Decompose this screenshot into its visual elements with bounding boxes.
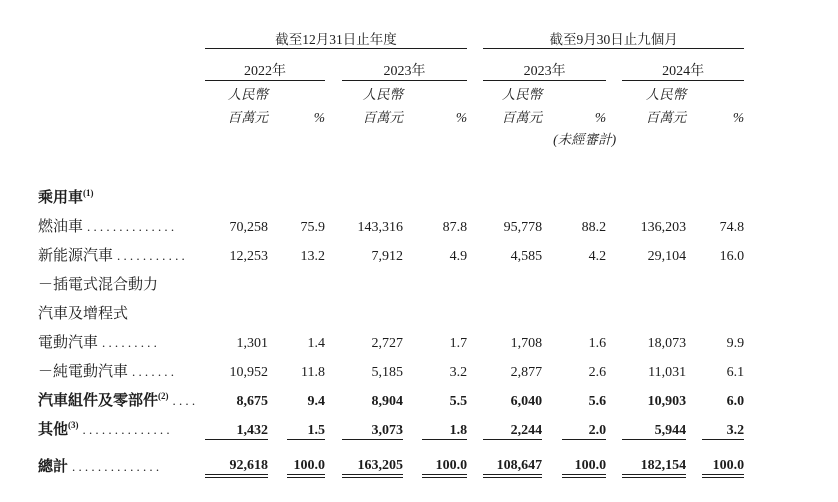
dot-leader: ........... <box>117 248 188 263</box>
amount-cell: 5,944 <box>622 410 686 439</box>
amount-cell: 1,301 <box>236 336 268 351</box>
percent-cell: 9.4 <box>307 394 325 409</box>
unit-million: 百萬元 <box>227 110 268 125</box>
row-label <box>38 207 205 236</box>
column-spacer <box>268 410 287 439</box>
column-spacer <box>542 236 562 265</box>
table-row <box>38 207 744 236</box>
header-body-gap <box>38 148 744 178</box>
column-spacer <box>542 381 562 410</box>
row-label-text: 乘用車 <box>38 190 84 206</box>
row-label <box>38 352 205 381</box>
table-row <box>38 410 744 439</box>
unit-million: 百萬元 <box>362 110 403 125</box>
column-spacer <box>325 207 342 236</box>
percent-cell: 9.9 <box>726 336 745 351</box>
table-header <box>38 18 744 178</box>
row-label-text: －插電式混合動力 <box>38 277 159 293</box>
column-spacer <box>686 207 702 236</box>
amount-cell <box>622 294 686 323</box>
percent-cell: 3.2 <box>702 410 744 439</box>
footnote-marker: (3) <box>68 420 79 430</box>
column-spacer <box>403 236 422 265</box>
column-spacer <box>325 381 342 410</box>
column-spacer <box>467 294 483 323</box>
column-spacer <box>686 439 702 476</box>
row-label-text: 新能源汽車 <box>38 248 114 264</box>
column-spacer <box>542 294 562 323</box>
row-label <box>38 323 205 352</box>
row-label-text: 汽車組件及零部件 <box>38 393 159 409</box>
table-row <box>38 294 744 323</box>
column-spacer <box>686 265 702 294</box>
unit-row-2 <box>38 103 744 126</box>
table-row <box>38 439 744 476</box>
dot-leader: ....... <box>132 364 178 379</box>
column-spacer <box>325 178 342 207</box>
percent-cell: 5.5 <box>449 394 468 409</box>
amount-cell: 3,073 <box>342 410 403 439</box>
column-spacer <box>268 381 287 410</box>
column-spacer <box>606 439 622 476</box>
column-spacer <box>325 410 342 439</box>
row-label-text: －純電動汽車 <box>38 364 129 380</box>
footnote-marker: (1) <box>83 188 94 198</box>
amount-cell: 143,316 <box>357 220 403 235</box>
column-spacer <box>467 323 483 352</box>
column-spacer <box>268 236 287 265</box>
percent-cell: 100.0 <box>702 439 744 476</box>
year-2023-9m: 2023年 <box>483 48 606 80</box>
amount-cell: 7,912 <box>371 249 403 264</box>
amount-cell: 6,040 <box>510 394 543 409</box>
table-row <box>38 352 744 381</box>
column-spacer <box>325 352 342 381</box>
amount-cell <box>205 178 268 207</box>
percent-cell <box>422 265 467 294</box>
unaudited-note: (未經審計) <box>553 132 617 147</box>
amount-cell: 70,258 <box>229 220 268 235</box>
percent-cell: 13.2 <box>300 249 325 264</box>
column-spacer <box>403 352 422 381</box>
percent-cell: 1.5 <box>287 410 325 439</box>
dot-leader: .... <box>172 393 199 408</box>
amount-cell <box>483 294 542 323</box>
unit-million: 百萬元 <box>501 110 543 125</box>
row-label-text: 電動汽車 <box>38 335 99 351</box>
column-spacer <box>325 294 342 323</box>
percent-cell <box>287 178 325 207</box>
column-spacer <box>325 323 342 352</box>
column-spacer <box>686 178 702 207</box>
percent-cell: 74.8 <box>719 220 745 235</box>
percent-cell: 11.8 <box>301 365 325 380</box>
amount-cell <box>205 294 268 323</box>
column-spacer <box>467 207 483 236</box>
amount-cell <box>342 178 403 207</box>
amount-cell: 2,877 <box>510 365 543 380</box>
amount-cell: 29,104 <box>647 249 687 264</box>
column-spacer <box>467 352 483 381</box>
percent-cell <box>562 294 606 323</box>
amount-cell: 18,073 <box>647 336 687 351</box>
amount-cell: 2,727 <box>371 336 403 351</box>
column-spacer <box>467 439 483 476</box>
percent-cell: 16.0 <box>719 249 745 264</box>
row-label <box>38 381 205 410</box>
percent-cell: 3.2 <box>449 365 468 380</box>
percent-cell: 4.9 <box>449 249 468 264</box>
table-row <box>38 178 744 207</box>
column-spacer <box>606 207 622 236</box>
percent-cell <box>702 294 744 323</box>
year-2024-9m: 2024年 <box>622 48 744 80</box>
label-column-header <box>38 18 205 48</box>
column-spacer <box>268 294 287 323</box>
percent-cell: 100.0 <box>422 439 467 476</box>
percent-cell <box>422 178 467 207</box>
percent-cell: 5.6 <box>588 394 607 409</box>
column-spacer <box>467 410 483 439</box>
column-spacer <box>606 178 622 207</box>
period-header-9m: 截至9月30日止九個月 <box>483 18 744 48</box>
year-2022: 2022年 <box>205 48 325 80</box>
amount-cell <box>342 265 403 294</box>
percent-cell <box>287 265 325 294</box>
column-spacer <box>467 381 483 410</box>
column-spacer <box>686 352 702 381</box>
row-label-text: 燃油車 <box>38 219 84 235</box>
amount-cell <box>483 265 542 294</box>
row-label-text: 其他 <box>38 422 69 438</box>
table-row <box>38 265 744 294</box>
column-spacer <box>403 207 422 236</box>
column-spacer <box>686 381 702 410</box>
column-spacer <box>542 207 562 236</box>
amount-cell: 136,203 <box>640 220 687 235</box>
column-spacer <box>542 323 562 352</box>
dot-leader: .............. <box>72 459 163 474</box>
unit-percent: % <box>313 110 325 125</box>
column-spacer <box>325 236 342 265</box>
percent-cell: 4.2 <box>588 249 607 264</box>
column-spacer <box>325 265 342 294</box>
percent-cell: 2.0 <box>562 410 606 439</box>
period-header-fy: 截至12月31日止年度 <box>205 18 467 48</box>
amount-cell: 10,903 <box>647 394 687 409</box>
column-spacer <box>467 265 483 294</box>
percent-cell: 100.0 <box>562 439 606 476</box>
amount-cell: 163,205 <box>342 439 403 476</box>
column-spacer <box>268 439 287 476</box>
column-spacer <box>268 352 287 381</box>
row-label-text: 總計 <box>38 459 69 475</box>
column-spacer <box>403 381 422 410</box>
column-spacer <box>403 265 422 294</box>
percent-cell: 2.6 <box>588 365 607 380</box>
amount-cell: 8,904 <box>371 394 403 409</box>
amount-cell: 92,618 <box>205 439 268 476</box>
percent-cell <box>562 265 606 294</box>
percent-cell: 1.7 <box>449 336 468 351</box>
column-spacer <box>403 323 422 352</box>
unaudited-row <box>38 126 744 148</box>
percent-cell: 75.9 <box>300 220 325 235</box>
table-row <box>38 323 744 352</box>
amount-cell: 1,708 <box>510 336 543 351</box>
amount-cell: 11,031 <box>648 365 687 380</box>
amount-cell <box>622 265 686 294</box>
column-spacer <box>542 439 562 476</box>
column-spacer <box>606 352 622 381</box>
column-spacer <box>606 265 622 294</box>
percent-cell <box>702 265 744 294</box>
column-spacer <box>542 178 562 207</box>
column-spacer <box>268 265 287 294</box>
unit-row-1 <box>38 80 744 103</box>
column-spacer <box>542 352 562 381</box>
column-spacer <box>606 294 622 323</box>
column-spacer <box>403 439 422 476</box>
amount-cell: 1,432 <box>205 410 268 439</box>
row-label <box>38 410 205 439</box>
amount-cell <box>483 178 542 207</box>
revenue-breakdown-table <box>38 18 744 478</box>
percent-cell <box>287 294 325 323</box>
column-spacer <box>268 178 287 207</box>
percent-cell <box>562 178 606 207</box>
dot-leader: .............. <box>87 219 178 234</box>
column-spacer <box>325 439 342 476</box>
row-label <box>38 178 205 207</box>
unit-million: 百萬元 <box>645 110 687 125</box>
period-header-row <box>38 18 744 48</box>
percent-cell: 6.1 <box>726 365 745 380</box>
unit-percent: % <box>455 110 468 125</box>
amount-cell: 8,675 <box>236 394 268 409</box>
amount-cell: 5,185 <box>371 365 403 380</box>
table-row <box>38 236 744 265</box>
column-spacer <box>268 207 287 236</box>
row-label-text: 汽車及增程式 <box>38 306 129 322</box>
percent-cell <box>702 178 744 207</box>
amount-cell: 4,585 <box>510 249 543 264</box>
dot-leader: ......... <box>102 335 161 350</box>
unit-percent: % <box>732 110 745 125</box>
row-label <box>38 439 205 476</box>
unit-rmb: 人民幣 <box>362 87 403 102</box>
column-spacer <box>606 236 622 265</box>
column-spacer <box>403 410 422 439</box>
group-gap <box>467 18 483 48</box>
row-label <box>38 236 205 265</box>
amount-cell: 108,647 <box>483 439 542 476</box>
column-spacer <box>467 178 483 207</box>
unit-rmb: 人民幣 <box>645 87 687 102</box>
column-spacer <box>686 236 702 265</box>
column-spacer <box>268 323 287 352</box>
percent-cell: 1.6 <box>588 336 607 351</box>
percent-cell: 6.0 <box>726 394 745 409</box>
column-spacer <box>686 323 702 352</box>
column-spacer <box>467 236 483 265</box>
column-spacer <box>403 178 422 207</box>
amount-cell: 95,778 <box>503 220 543 235</box>
column-spacer <box>606 410 622 439</box>
percent-cell: 100.0 <box>287 439 325 476</box>
amount-cell: 182,154 <box>622 439 686 476</box>
unit-percent: % <box>594 110 607 125</box>
footnote-marker: (2) <box>158 391 169 401</box>
amount-cell <box>342 294 403 323</box>
percent-cell: 1.8 <box>422 410 467 439</box>
column-spacer <box>606 381 622 410</box>
column-spacer <box>542 265 562 294</box>
column-spacer <box>403 294 422 323</box>
year-header-row <box>38 48 744 80</box>
column-spacer <box>686 294 702 323</box>
column-spacer <box>606 323 622 352</box>
amount-cell: 12,253 <box>229 249 268 264</box>
percent-cell: 1.4 <box>307 336 325 351</box>
amount-cell: 2,244 <box>483 410 542 439</box>
amount-cell <box>205 265 268 294</box>
amount-cell <box>622 178 686 207</box>
percent-cell: 87.8 <box>442 220 468 235</box>
row-label <box>38 294 205 323</box>
unit-rmb: 人民幣 <box>501 87 543 102</box>
table-body <box>38 178 744 476</box>
amount-cell: 10,952 <box>229 365 268 380</box>
row-label <box>38 265 205 294</box>
column-spacer <box>542 410 562 439</box>
percent-cell <box>422 294 467 323</box>
year-2023: 2023年 <box>342 48 467 80</box>
percent-cell: 88.2 <box>581 220 607 235</box>
dot-leader: .............. <box>82 422 173 437</box>
column-spacer <box>686 410 702 439</box>
table-row <box>38 381 744 410</box>
unit-rmb: 人民幣 <box>227 87 268 102</box>
